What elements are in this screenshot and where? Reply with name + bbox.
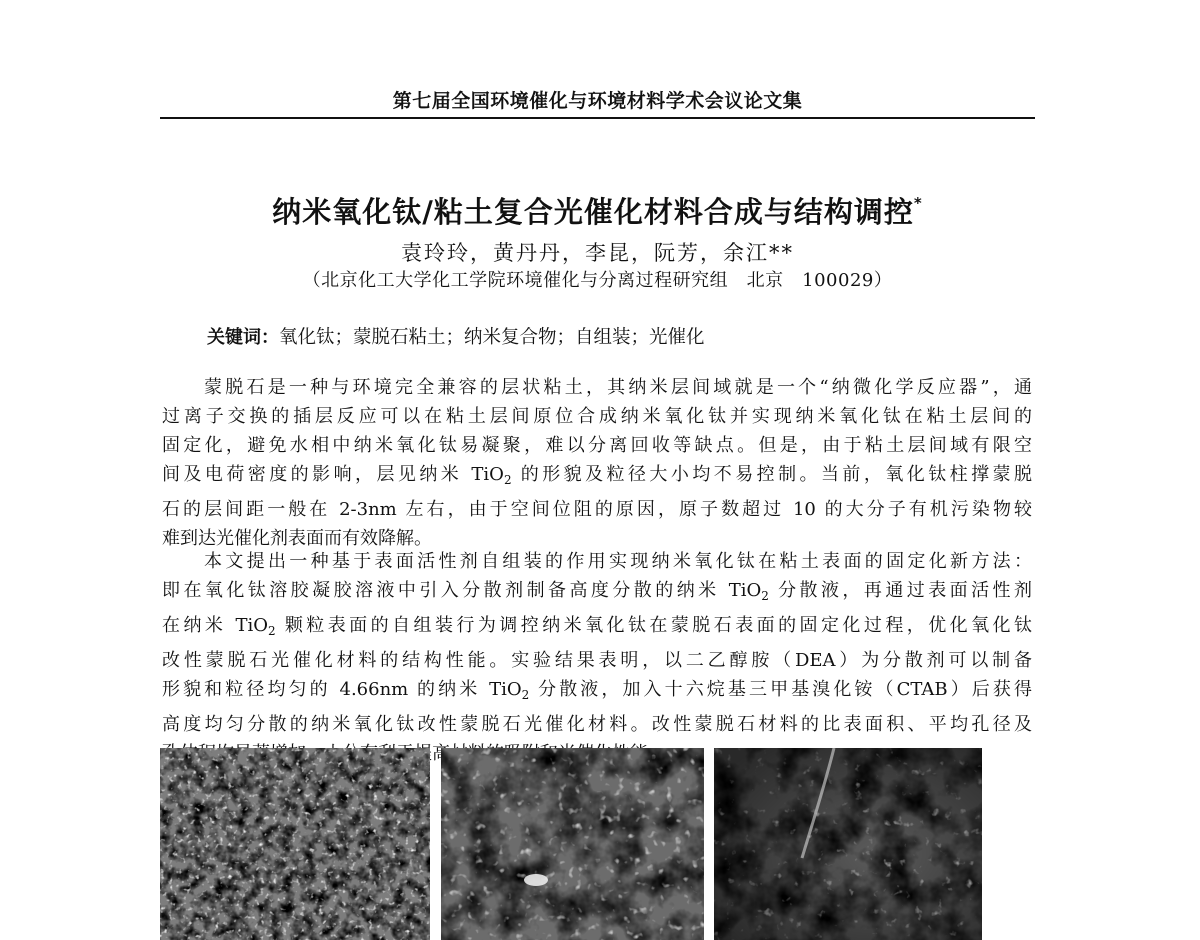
keywords-label: 关键词： [207, 327, 279, 348]
text-segment: 分散液，再通过表面活性剂 [778, 580, 1032, 601]
sem-texture [714, 748, 982, 940]
paragraph-1 [162, 373, 1032, 553]
running-head: 第七届全国环境催化与环境材料学术会议论文集 [392, 90, 803, 112]
keywords-text: 氧化钛；蒙脱石粘土；纳米复合物；自组装；光催化 [279, 327, 705, 348]
keywords [207, 323, 705, 349]
title-text: 纳米氧化钛/粘土复合光催化材料合成与结构调控 [272, 195, 914, 229]
text-line: 高度均匀分散的纳米氧化钛改性蒙脱石光催化材料。改性蒙脱石材料的比表面积、平均孔径及 [162, 714, 1032, 735]
sem-image-b [441, 748, 704, 940]
sem-texture [160, 748, 430, 940]
text-line: 过离子交换的插层反应可以在粘土层间原位合成纳米氧化钛并实现纳米氧化钛在粘土层间的 [162, 406, 1032, 427]
text-line: 难到达光催化剂表面而有效降解。 [162, 528, 432, 549]
paper-title [160, 190, 1035, 231]
text-line: 蒙脱石是一种与环境完全兼容的层状粘土，其纳米层间域就是一个“纳微化学反应器”，通 [204, 377, 1032, 398]
text-segment: 即在氧化钛溶胶凝胶溶液中引入分散剂制备高度分散的纳米 TiO [162, 580, 762, 601]
text-segment: 的形貌及粒径大小均不易控制。当前，氧化钛柱撑蒙脱 [520, 464, 1032, 485]
text-line: 本文提出一种基于表面活性剂自组装的作用实现纳米氧化钛在粘土表面的固定化新方法： [204, 551, 1032, 572]
text-segment: 分散液，加入十六烷基三甲基溴化铵（CTAB）后获得 [538, 679, 1032, 700]
subscript: 2 [521, 688, 530, 702]
title-footnote-mark: * [913, 194, 923, 212]
subscript: 2 [268, 624, 276, 638]
text-segment: 颗粒表面的自组装行为调控纳米氧化钛在蒙脱石表面的固定化过程，优化氧化钛 [284, 615, 1032, 636]
text-line: 改性蒙脱石光催化材料的结构性能。实验结果表明，以二乙醇胺（DEA）为分散剂可以制备 [162, 650, 1032, 671]
text-line [162, 460, 1032, 495]
affiliation: （北京化工大学化工学院环境催化与分离过程研究组 北京 100029） [302, 270, 893, 291]
author-list: 袁玲玲，黄丹丹，李昆，阮芳，余江** [401, 241, 794, 265]
subscript: 2 [503, 473, 512, 487]
text-line: 石的层间距一般在 2-3nm 左右，由于空间位阻的原因，原子数超过 10 的大分子有机污染物较 [162, 499, 1032, 520]
text-segment: 在纳米 TiO [162, 615, 269, 636]
text-line [162, 611, 1032, 646]
text-line [162, 675, 1032, 710]
sem-image-a [160, 748, 430, 940]
header-rule [160, 117, 1035, 119]
text-line [162, 576, 1032, 611]
subscript: 2 [761, 589, 769, 603]
sem-texture [441, 748, 704, 940]
paragraph-2 [162, 547, 1032, 768]
text-segment: 间及电荷密度的影响，层见纳米 TiO [162, 464, 504, 485]
text-line: 固定化，避免水相中纳米氧化钛易凝聚，难以分离回收等缺点。但是，由于粘土层间域有限空 [162, 435, 1032, 456]
text-segment: 形貌和粒径均匀的 4.66nm 的纳米 TiO [162, 679, 522, 700]
sem-image-c [714, 748, 982, 940]
